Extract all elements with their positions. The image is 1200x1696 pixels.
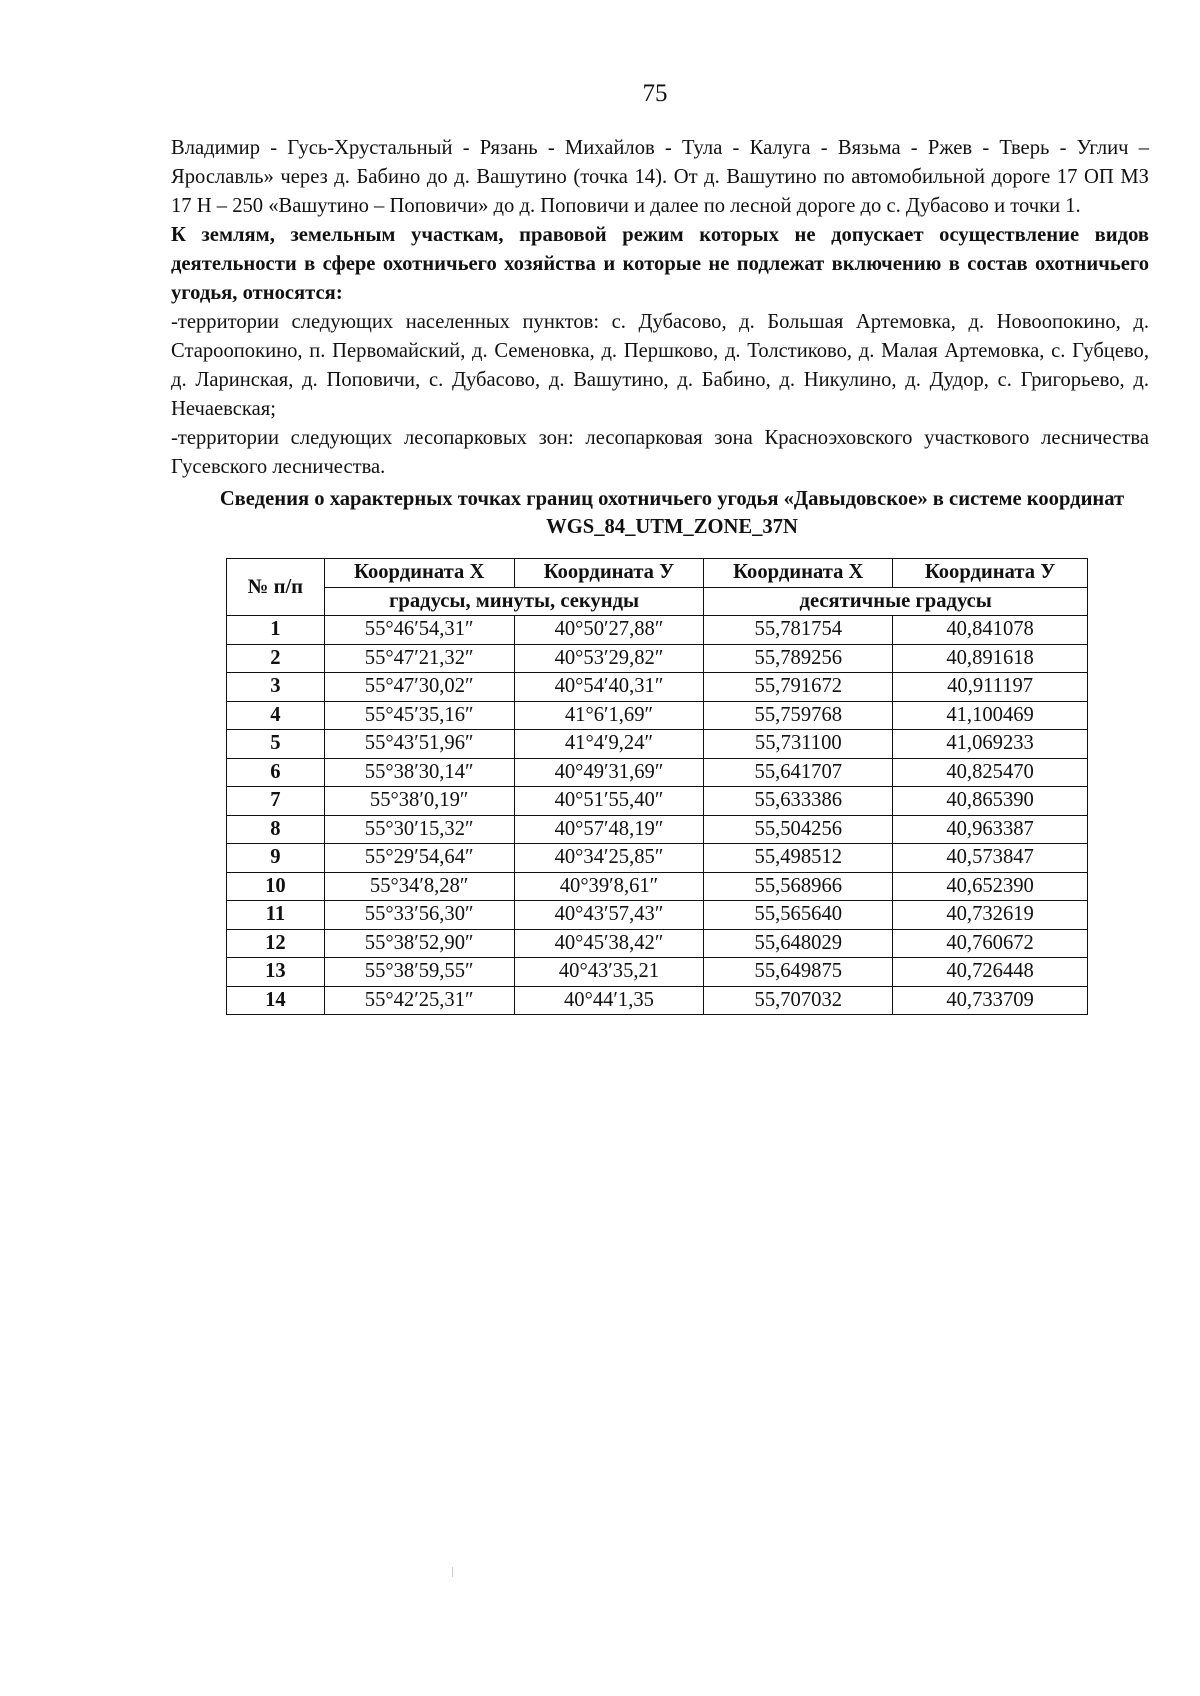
point-number-cell: 4: [227, 701, 325, 730]
x-dms-cell: 55°29′54,64″: [324, 844, 514, 873]
y-dms-cell: 40°57′48,19″: [514, 815, 704, 844]
header-num: № п/п: [227, 559, 325, 616]
y-decimal-cell: 40,963387: [893, 815, 1088, 844]
y-decimal-cell: 40,841078: [893, 616, 1088, 645]
y-dms-cell: 40°44′1,35: [514, 986, 704, 1015]
point-number-cell: 2: [227, 644, 325, 673]
y-dms-cell: 40°54′40,31″: [514, 673, 704, 702]
table-row: [227, 758, 1088, 787]
y-decimal-cell: 40,733709: [893, 986, 1088, 1015]
table-subheader-row: [227, 587, 1088, 616]
y-decimal-cell: 40,911197: [893, 673, 1088, 702]
page-number: 75: [642, 80, 668, 107]
document-body: [171, 134, 1149, 541]
x-decimal-cell: 55,791672: [704, 673, 893, 702]
x-decimal-cell: 55,649875: [704, 958, 893, 987]
table-row: [227, 986, 1088, 1015]
point-number-cell: 5: [227, 730, 325, 759]
point-number-cell: 3: [227, 673, 325, 702]
y-decimal-cell: 40,732619: [893, 901, 1088, 930]
y-dms-cell: 41°4′9,24″: [514, 730, 704, 759]
x-dms-cell: 55°47′21,32″: [324, 644, 514, 673]
y-dms-cell: 40°34′25,85″: [514, 844, 704, 873]
y-decimal-cell: 40,573847: [893, 844, 1088, 873]
x-decimal-cell: 55,641707: [704, 758, 893, 787]
x-decimal-cell: 55,781754: [704, 616, 893, 645]
y-decimal-cell: 41,069233: [893, 730, 1088, 759]
table-row: [227, 844, 1088, 873]
x-dms-cell: 55°38′30,14″: [324, 758, 514, 787]
x-decimal-cell: 55,568966: [704, 872, 893, 901]
point-number-cell: 9: [227, 844, 325, 873]
x-decimal-cell: 55,648029: [704, 929, 893, 958]
table-row: [227, 701, 1088, 730]
x-dms-cell: 55°43′51,96″: [324, 730, 514, 759]
lands-heading: К землям, земельным участкам, правовой режим которых не допускает осуществление видов деятельности в сфере охотничьего хозяйства и которые не подлежат включению в состав охотничьего угодья, относятся:: [171, 224, 1149, 304]
subheader-decimal: десятичные градусы: [704, 587, 1088, 616]
x-decimal-cell: 55,504256: [704, 815, 893, 844]
table-row: [227, 958, 1088, 987]
table-row: [227, 815, 1088, 844]
y-decimal-cell: 40,891618: [893, 644, 1088, 673]
header-x-decimal: Координата Х: [704, 559, 893, 588]
x-dms-cell: 55°38′52,90″: [324, 929, 514, 958]
x-dms-cell: 55°45′35,16″: [324, 701, 514, 730]
y-decimal-cell: 40,652390: [893, 872, 1088, 901]
table-row: [227, 929, 1088, 958]
point-number-cell: 13: [227, 958, 325, 987]
table-row: [227, 730, 1088, 759]
y-dms-cell: 41°6′1,69″: [514, 701, 704, 730]
point-number-cell: 14: [227, 986, 325, 1015]
y-decimal-cell: 40,825470: [893, 758, 1088, 787]
y-dms-cell: 40°50′27,88″: [514, 616, 704, 645]
x-decimal-cell: 55,565640: [704, 901, 893, 930]
y-dms-cell: 40°43′35,21: [514, 958, 704, 987]
x-dms-cell: 55°47′30,02″: [324, 673, 514, 702]
settlements-item: -территории следующих населенных пунктов: с. Дубасово, д. Большая Артемовка, д. Новоопокино, д. Староопокино, п. Первомайский, д. Семеновка, д. Першково, д. Толстиково, д. Малая Артемовка, с. Губцево, д. Ларинская, д. Поповичи, с. Дубасово, д. Вашутино, д. Бабино, д. Никулино, д. Дудор, с. Григорьево, д. Нечаевская;: [171, 311, 1149, 420]
x-dms-cell: 55°38′0,19″: [324, 787, 514, 816]
table-body: [227, 616, 1088, 1015]
point-number-cell: 6: [227, 758, 325, 787]
scan-artifact: [452, 1567, 453, 1577]
table-row: [227, 787, 1088, 816]
x-decimal-cell: 55,633386: [704, 787, 893, 816]
x-dms-cell: 55°30′15,32″: [324, 815, 514, 844]
forest-zone-item: -территории следующих лесопарковых зон: лесопарковая зона Красноэховского участкового лесничества Гусевского лесничества.: [171, 427, 1149, 478]
y-dms-cell: 40°43′57,43″: [514, 901, 704, 930]
header-y-dms: Координата У: [514, 559, 704, 588]
point-number-cell: 12: [227, 929, 325, 958]
intro-paragraph: Владимир - Гусь-Хрустальный - Рязань - Михайлов - Тула - Калуга - Вязьма - Ржев - Тверь - Углич – Ярославль» через д. Бабино до д. Вашутино (точка 14). От д. Вашутино по автомобильной дороге 17 ОП МЗ 17 Н – 250 «Вашутино – Поповичи» до д. Поповичи и далее по лесной дороге до с. Дубасово и точки 1.: [171, 137, 1149, 217]
y-dms-cell: 40°49′31,69″: [514, 758, 704, 787]
x-decimal-cell: 55,789256: [704, 644, 893, 673]
x-decimal-cell: 55,759768: [704, 701, 893, 730]
x-dms-cell: 55°33′56,30″: [324, 901, 514, 930]
y-decimal-cell: 41,100469: [893, 701, 1088, 730]
header-y-decimal: Координата У: [893, 559, 1088, 588]
table-row: [227, 616, 1088, 645]
header-x-dms: Координата Х: [324, 559, 514, 588]
x-dms-cell: 55°38′59,55″: [324, 958, 514, 987]
x-decimal-cell: 55,731100: [704, 730, 893, 759]
y-decimal-cell: 40,865390: [893, 787, 1088, 816]
point-number-cell: 11: [227, 901, 325, 930]
y-dms-cell: 40°51′55,40″: [514, 787, 704, 816]
coordinates-table: [226, 558, 1088, 1015]
table-title: Сведения о характерных точках границ охотничьего угодья «Давыдовское» в системе координат WGS_84_UTM_ZONE_37N: [219, 488, 1125, 538]
y-dms-cell: 40°45′38,42″: [514, 929, 704, 958]
x-dms-cell: 55°46′54,31″: [324, 616, 514, 645]
y-decimal-cell: 40,760672: [893, 929, 1088, 958]
y-dms-cell: 40°39′8,61″: [514, 872, 704, 901]
table-row: [227, 673, 1088, 702]
table-header-row: [227, 559, 1088, 588]
table-row: [227, 644, 1088, 673]
x-decimal-cell: 55,707032: [704, 986, 893, 1015]
point-number-cell: 8: [227, 815, 325, 844]
table-row: [227, 901, 1088, 930]
x-dms-cell: 55°42′25,31″: [324, 986, 514, 1015]
x-dms-cell: 55°34′8,28″: [324, 872, 514, 901]
x-decimal-cell: 55,498512: [704, 844, 893, 873]
y-dms-cell: 40°53′29,82″: [514, 644, 704, 673]
point-number-cell: 1: [227, 616, 325, 645]
y-decimal-cell: 40,726448: [893, 958, 1088, 987]
point-number-cell: 10: [227, 872, 325, 901]
point-number-cell: 7: [227, 787, 325, 816]
subheader-dms: градусы, минуты, секунды: [324, 587, 704, 616]
table-row: [227, 872, 1088, 901]
